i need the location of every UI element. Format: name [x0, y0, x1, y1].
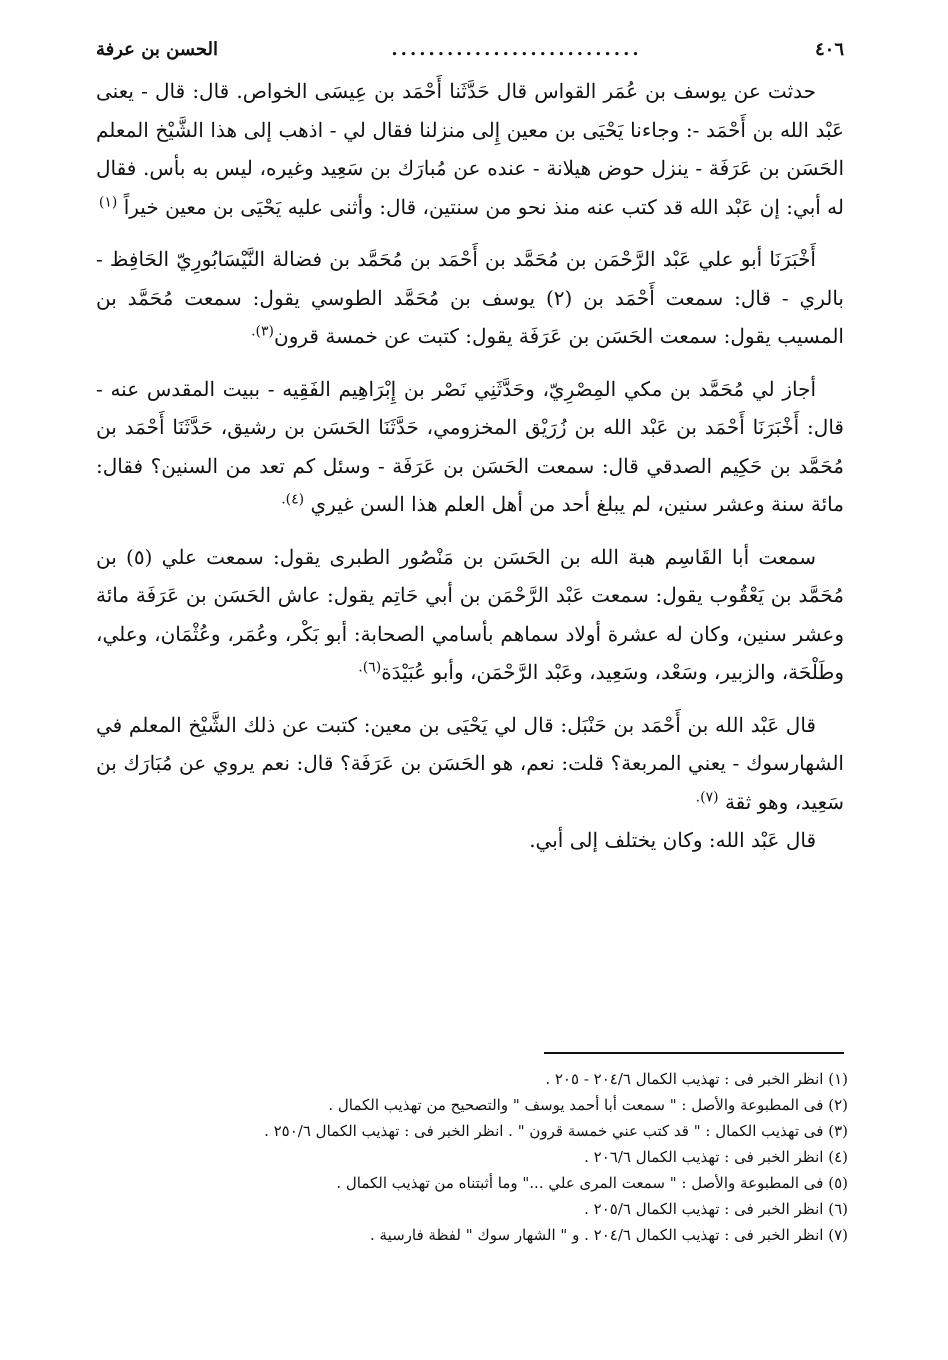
footnote-ref: (٧).: [695, 788, 719, 805]
footnote-ref: (١): [98, 193, 118, 210]
paragraph-text: أَخْبَرَنَا أبو علي عَبْد الرَّحْمَن بن مُحَمَّد بن أَحْمَد بن مُحَمَّد بن فضالة النَّيْسَابُورِيّ الحَافِظ - بالري - قال: سمعت أَحْمَد بن (٢) يوسف بن مُحَمَّد الطوسي يقول: سمعت مُحَمَّد بن المسيب يقول: سمعت الحَسَن بن عَرَفَة يقول: كتبت عن خمسة قرون: [96, 247, 844, 348]
paragraph-4: [96, 538, 844, 692]
footnote-separator: [544, 1052, 844, 1054]
running-title: الحسن بن عرفة: [96, 38, 219, 60]
footnote-ref: (٦).: [358, 659, 382, 676]
paragraph-1: [96, 72, 844, 226]
paragraph-3: [96, 370, 844, 524]
main-text: [96, 72, 844, 860]
footnote-6: (٦) انظر الخبر فى : تهذيب الكمال ٢٠٥/٦ .: [584, 1200, 848, 1218]
page-header: [96, 32, 844, 66]
paragraph-text: حدثت عن يوسف بن عُمَر القواس قال حَدَّثَنا أَحْمَد بن عِيسَى الخواص. قال: قال - يعنى عَبْد الله بن أَحْمَد -: وجاءنا يَحْيَى بن معين إِلى منزلنا فقال لي - اذهب إلى هذا الشَّيْخ المعلم الحَسَن بن عَرَفَة - ينزل حوض هيلانة - عنده عن مُبارَك بن سَعِيد وغيره، ليس به بأس. فقال له أبي: إن عَبْد الله قد كتب عنه منذ نحو من سنتين، قال: وأثنى عليه يَحْيَى بن معين خيراً: [96, 79, 844, 219]
footnote-2: (٢) فى المطبوعة والأصل : " سمعت أبا أحمد يوسف " والتصحيح من تهذيب الكمال .: [328, 1096, 848, 1114]
footnote-ref: (٤).: [281, 491, 305, 508]
footnote-ref: (٣).: [251, 323, 275, 340]
footnote-7: (٧) انظر الخبر فى : تهذيب الكمال ٢٠٤/٦ . و " الشهار سوك " لفظة فارسية .: [370, 1226, 848, 1244]
paragraph-2: [96, 240, 844, 356]
footnotes: [150, 1066, 848, 1248]
paragraph-5: [96, 706, 844, 822]
footnote-3: (٣) فى تهذيب الكمال : " قد كتب عني خمسة قرون " . انظر الخبر فى : تهذيب الكمال ٢٥٠/٦ .: [264, 1122, 848, 1140]
footnote-1: (١) انظر الخبر فى : تهذيب الكمال ٢٠٤/٦ - ٢٠٥ .: [545, 1070, 848, 1088]
header-leader-dots: ...........................: [391, 38, 642, 60]
closing-line: قال عَبْد الله: وكان يختلف إلى أبي.: [529, 828, 816, 852]
footnote-5: (٥) فى المطبوعة والأصل : " سمعت المرى علي ..." وما أثبتناه من تهذيب الكمال .: [336, 1174, 848, 1192]
footnote-4: (٤) انظر الخبر فى : تهذيب الكمال ٢٠٦/٦ .: [584, 1148, 848, 1166]
page-number: ٤٠٦: [814, 38, 844, 60]
paragraph-text: أجاز لي مُحَمَّد بن مكي المِصْرِيّ، وحَدَّثَنِي نَصْر بن إِبْرَاهِيم الفَقِيه - ببيت المقدس عنه - قال: أَخْبَرَنَا أَحْمَد بن عَبْد الله بن زُرَيْق المخزومي، حَدَّثَنَا الحَسَن بن رشيق، حَدَّثَنَا أَحْمَد بن مُحَمَّد بن حَكِيم الصدقي قال: سمعت الحَسَن بن عَرَفَة - وسئل كم تعد من السنين؟ فقال: مائة سنة وعشر سنين، لم يبلغ أحد من أهل العلم هذا السن غيري: [96, 376, 844, 516]
paragraph-text: قال عَبْد الله بن أَحْمَد بن حَنْبَل: قال لي يَحْيَى بن معين: كتبت عن ذلك الشَّيْخ المعلم في الشهارسوك - يعني المربعة؟ قلت: نعم، هو الحَسَن بن عَرَفَة؟ قال: نعم يروي عن مُبَارَك بن سَعِيد، وهو ثقة: [96, 712, 844, 814]
paragraph-text: سمعت أبا القَاسِم هبة الله بن الحَسَن بن مَنْصُور الطبرى يقول: سمعت علي (٥) بن مُحَمَّد بن يَعْقُوب يقول: سمعت عَبْد الرَّحْمَن بن أبي حَاتِم يقول: عاش الحَسَن بن عَرَفَة مائة وعشر سنين، وكان له عشرة أولاد سماهم بأسامي الصحابة: أبو بَكْر، وعُمَر، وعُثْمَان، وعلي، وطَلْحَة، والزبير، وسَعْد، وسَعِيد، وعَبْد الرَّحْمَن، وأبو عُبَيْدَة: [96, 544, 844, 684]
